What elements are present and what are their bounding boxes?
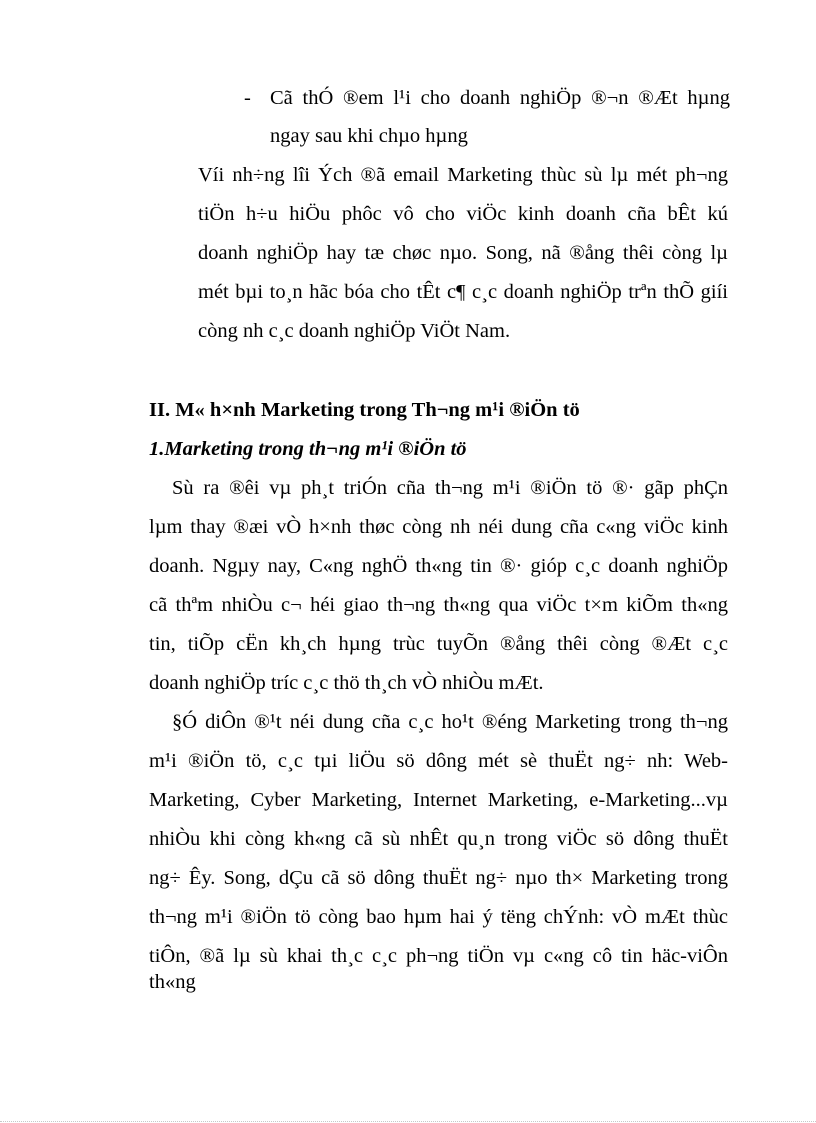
paragraph-3-line-1: §Ó diÔn ®¹t néi dung cña c¸c ho¹t ®éng Marketing trong th¬ng: [172, 711, 728, 733]
paragraph-2-line-6: doanh nghiÖp tríc c¸c thö th¸ch vÒ nhiÒu mÆt.: [149, 672, 544, 694]
paragraph-2-line-1: Sù ra ®êi vµ ph¸t triÓn cña th¬ng m¹i ®iÖn tö ®· gãp phÇn: [172, 477, 728, 499]
paragraph-2-line-3: doanh. Ngµy nay, C«ng nghÖ th«ng tin ®· gióp c¸c doanh nghiÖp: [149, 555, 728, 577]
paragraph-2-line-4: cã thªm nhiÒu c¬ héi giao th¬ng th«ng qua viÖc t×m kiÕm th«ng: [149, 594, 728, 616]
paragraph-1-line-4: mét bµi to¸n hãc bóa cho tÊt c¶ c¸c doanh nghiÖp trªn thÕ giíi: [198, 281, 728, 303]
paragraph-1-line-1: Víi nh÷ng lîi Ých ®ã email Marketing thùc sù lµ mét ph¬ng: [198, 164, 728, 186]
subsection-heading: 1.Marketing trong th¬ng m¹i ®iÖn tö: [149, 438, 467, 460]
page-bottom-divider: [0, 1121, 816, 1122]
bullet-marker: -: [244, 87, 251, 109]
paragraph-3-line-5: ng÷ Êy. Song, dÇu cã sö dông thuËt ng÷ nµo th× Marketing trong: [149, 867, 728, 889]
paragraph-1-line-5: còng nh c¸c doanh nghiÖp ViÖt Nam.: [198, 320, 511, 342]
section-heading: II. M« h×nh Marketing trong Th¬ng m¹i ®iÖn tö: [149, 399, 580, 421]
paragraph-1-line-3: doanh nghiÖp hay tæ chøc nµo. Song, nã ®ång thêi còng lµ: [198, 242, 728, 264]
paragraph-3-line-2: m¹i ®iÖn tö, c¸c tµi liÖu sö dông mét sè thuËt ng÷ nh: Web-: [149, 750, 728, 772]
paragraph-3-line-4: nhiÒu khi còng kh«ng cã sù nhÊt qu¸n trong viÖc sö dông thuËt: [149, 828, 728, 850]
bullet-line-1: Cã thÓ ®em l¹i cho doanh nghiÖp ®¬n ®Æt hµng: [270, 87, 730, 109]
paragraph-3-line-3: Marketing, Cyber Marketing, Internet Marketing, e-Marketing...vµ: [149, 789, 728, 811]
paragraph-1-line-2: tiÖn h÷u hiÖu phôc vô cho viÖc kinh doanh cña bÊt kú: [198, 203, 728, 225]
paragraph-2-line-2: lµm thay ®æi vÒ h×nh thøc còng nh néi dung cña c«ng viÖc kinh: [149, 516, 728, 538]
paragraph-2-line-5: tin, tiÕp cËn kh¸ch hµng trùc tuyÕn ®ång thêi còng ®Æt c¸c: [149, 633, 728, 655]
paragraph-3-line-6: th¬ng m¹i ®iÖn tö còng bao hµm hai ý tëng chÝnh: vÒ mÆt thùc: [149, 906, 728, 928]
bullet-line-2: ngay sau khi chµo hµng: [270, 125, 468, 147]
paragraph-3-line-7: tiÔn, ®ã lµ sù khai th¸c c¸c ph¬ng tiÖn vµ c«ng cô tin häc-viÔn th«ng: [149, 945, 728, 993]
